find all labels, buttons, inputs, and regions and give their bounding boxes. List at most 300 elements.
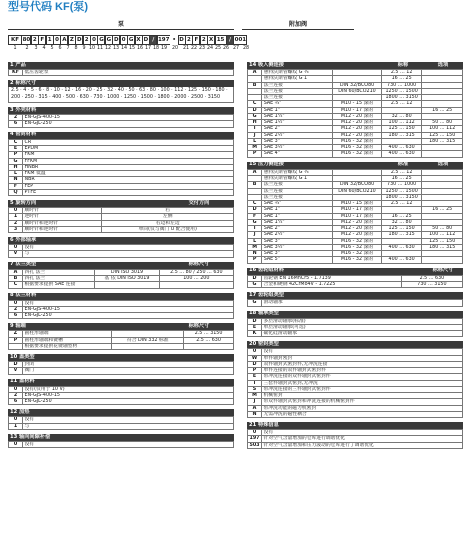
section-header [8, 293, 234, 300]
code-cell: D [112, 35, 120, 45]
section-header [247, 311, 463, 318]
table-cell: L [9, 171, 23, 177]
table-cell: 没有 [23, 441, 234, 447]
section-table [247, 69, 463, 158]
code-cell: 197 [157, 35, 171, 45]
code-position: 2 [25, 46, 29, 51]
table-cell: 没有 [23, 417, 234, 423]
table-row [9, 441, 234, 447]
section-header [8, 132, 234, 139]
table-cell: 6 [9, 399, 23, 405]
code-cell: 0 [90, 35, 98, 45]
table-cell: J [248, 399, 262, 405]
code-cell: D [178, 35, 186, 45]
table-cell: 730 … 1000 [381, 182, 422, 188]
section-s13 [8, 434, 234, 448]
section-header [8, 80, 234, 87]
table-cell: 1800 … 3150 [381, 95, 422, 101]
table-cell: M16 - 32 深的 [333, 244, 382, 250]
section-title: 13 轴向间隙补偿 [10, 433, 51, 440]
table-cell: SAE 3½" [262, 145, 333, 151]
section-col-header: 标称尺寸 [432, 267, 454, 274]
code-position: 5 [50, 46, 54, 51]
code-cell: 1 [46, 35, 54, 45]
table-cell: M10 - 15 深的 [333, 201, 382, 207]
table-cell: 右 [102, 208, 234, 214]
table-cell: 左侧 [102, 214, 234, 220]
table-cell: 16 … 25 [381, 213, 422, 219]
code-cell: F [38, 35, 46, 45]
table-cell: EN-GJS-400-15 [23, 306, 234, 312]
table-cell: DIN ISO 3019 [95, 269, 159, 275]
table-cell: 双件轴封式密封件,无冲洗连接 [262, 361, 463, 367]
code-cell: D [142, 35, 150, 45]
table-cell: 0 [9, 441, 23, 447]
table-cell: SAE 3" [262, 238, 333, 244]
table-cell: P [248, 368, 262, 374]
table-cell: N [248, 411, 262, 417]
table-cell: 符合 DIN 332 标准 [112, 337, 184, 343]
table-cell: 封闭 [23, 362, 234, 368]
table-cell [422, 151, 463, 157]
table-cell: 0 [9, 417, 23, 423]
table-cell: 法兰连接 [262, 88, 333, 94]
table-cell: 1 [9, 214, 23, 220]
table-cell [159, 282, 233, 288]
section-header [8, 237, 234, 244]
table-cell: FFKM [23, 158, 234, 164]
section-table [247, 169, 463, 264]
section-table [8, 300, 234, 320]
table-cell: 0 [248, 430, 262, 436]
section-title: 18 轴承类型 [249, 310, 279, 317]
table-cell: 与 [23, 423, 234, 429]
table-cell: 机械密封 [262, 393, 463, 399]
section-title: 15 压力侧连接 [249, 161, 284, 168]
table-cell: DIN 32/BCO80 [333, 182, 382, 188]
table-row [9, 189, 234, 195]
table-row [248, 244, 463, 250]
table-cell: NBR [23, 177, 234, 183]
table-cell: SAE 2" [262, 226, 333, 232]
section-s10 [8, 354, 234, 375]
code-cell: A [60, 35, 68, 45]
section-col-header: 标称尺寸 [188, 322, 210, 329]
table-cell: 2.5 … 3150 [184, 331, 234, 337]
table-cell: 2.5 … 630 [184, 337, 234, 343]
table-cell: W [248, 355, 262, 361]
code-cells [8, 35, 247, 45]
table-cell: G [248, 219, 262, 225]
table-cell: 碳化硅滑动轴承 [262, 331, 463, 337]
table-cell: 2 [9, 306, 23, 312]
table-cell: 单件轴封密封 [262, 355, 463, 361]
section-title: 4 密封材料 [10, 131, 37, 138]
table-cell: 多层滑动轴承(标准) [262, 318, 463, 324]
table-cell: 400 … 630 [381, 257, 422, 263]
section-table [8, 330, 234, 350]
section-header [8, 434, 234, 441]
code-cell: 2 [83, 35, 91, 45]
section-table [247, 299, 463, 306]
section-header [8, 200, 234, 207]
table-cell: M16 - 32 深的 [333, 145, 382, 151]
table-cell: 125 … 150 [422, 132, 463, 138]
code-position: 4 [42, 46, 46, 51]
table-cell: 2.5 … 12 [381, 169, 422, 175]
table-cell: 没有 [262, 349, 463, 355]
table-cell: SAE ¾" [262, 101, 333, 107]
table-cell [95, 282, 159, 288]
table-cell: 0 [9, 208, 23, 214]
table-cell: 单层滑动轴承(可选) [262, 324, 463, 330]
table-cell: SAE 5" [262, 257, 333, 263]
table-cell: 基 依 DIN ISO 3019 [95, 275, 159, 281]
table-cell: M12 - 20 深的 [333, 126, 382, 132]
table-cell: 100 … 200 [159, 275, 233, 281]
table-row [9, 121, 234, 127]
section-table [247, 318, 463, 338]
section-title: 14 吸入侧连接 [249, 61, 284, 68]
code-cell: / [149, 35, 157, 45]
table-cell: 16 … 25 [381, 76, 422, 82]
section-col-header: 交付方向 [188, 199, 210, 206]
table-cell: Z [9, 331, 23, 337]
table-row [248, 411, 463, 417]
section-title: 16 齿轮组材料 [249, 267, 284, 274]
code-cell: / [226, 35, 234, 45]
section-s18 [247, 311, 463, 338]
code-position: 7 [66, 46, 70, 51]
table-cell: HNBR [23, 164, 234, 170]
section-col-header: 选项 [437, 161, 449, 168]
section-table [8, 441, 234, 448]
table-cell: 没有 [262, 430, 463, 436]
table-row [9, 399, 234, 405]
table-cell: FEP [23, 183, 234, 189]
table-cell: G [248, 113, 262, 119]
section-s12 [8, 409, 234, 430]
table-cell: DIN 60/BCO210 [333, 188, 382, 194]
section-s14 [247, 62, 463, 158]
section-text: 2.5 · 4 · 5 · 6 · 8 · 10 · 12 · 16 · 20 · 25 · 32 · 40 · 50 · 63 · 80 · 100 · 112 · 125 · 150 · 180 · 200 · 250 · 315 · 400 · 500 · 630 · 730 · 1000 · 1250 · 1500 · 1800 · 2000 · 2500 · 3150 [8, 87, 234, 103]
section-title: 9 轴端 [10, 322, 26, 329]
table-cell: 没有 [23, 245, 234, 251]
table-cell: 2 [9, 392, 23, 398]
table-row [9, 251, 234, 257]
table-cell: 2.5 … 12 [381, 101, 422, 107]
table-row [9, 226, 234, 232]
table-cell: 1250 … 1500 [381, 88, 422, 94]
table-cell: D [248, 275, 262, 281]
section-s20 [247, 341, 463, 418]
table-cell: S [248, 386, 262, 392]
code-position: 12 [104, 46, 112, 51]
section-table [8, 139, 234, 196]
section-table [247, 275, 463, 289]
table-cell: A [248, 70, 262, 76]
table-cell: A [9, 269, 23, 275]
table-cell: 三套件轴封式密封,无冲洗 [262, 380, 463, 386]
section-table [8, 416, 234, 430]
code-position: 11 [96, 46, 104, 51]
section-title: 8 法兰材料 [10, 292, 37, 299]
table-cell: SAE 2½" [262, 232, 333, 238]
table-cell: 法兰连接 [262, 188, 333, 194]
table-cell: E [248, 324, 262, 330]
table-cell: 180 … 315 [381, 132, 422, 138]
table-cell: PTFE [23, 189, 234, 195]
table-cell: M [248, 145, 262, 151]
table-cell: 1800 … 3150 [381, 194, 422, 200]
table-cell: 带冲洗功能的磁力机密封 [262, 405, 463, 411]
code-cell: F [192, 35, 200, 45]
table-cell: 带双件轴封式密封和冲洗连接的机械密封件 [262, 399, 463, 405]
table-cell: 50 … 80 [422, 120, 463, 126]
table-cell [9, 343, 23, 349]
table-cell: M10 - 15 深的 [333, 101, 382, 107]
table-cell: SAE ¾" [262, 201, 333, 207]
section-header [247, 162, 463, 169]
code-positions [8, 46, 250, 53]
table-cell: H [248, 120, 262, 126]
code-position: 17 [144, 46, 152, 51]
table-cell: FKM 低温 [23, 171, 234, 177]
table-cell: M12 - 20 深的 [333, 226, 382, 232]
table-cell: H [9, 164, 23, 170]
table-cell: 0 [9, 386, 23, 392]
section-s1 [8, 62, 234, 76]
table-cell: 125 … 150 [381, 226, 422, 232]
table-cell [112, 343, 184, 349]
section-title: 17 齿轮组类型 [249, 291, 284, 298]
table-cell: A [248, 405, 262, 411]
code-cell: 2 [185, 35, 193, 45]
code-position: 9 [82, 46, 86, 51]
table-cell: 单向(仅与阀门 U 配合使用) [102, 226, 234, 232]
table-cell: 100 … 112 [422, 126, 463, 132]
code-position: 1 [13, 46, 17, 51]
table-cell: P [248, 257, 262, 263]
section-col-header: 选项 [437, 61, 449, 68]
table-cell: SAE 1" [262, 207, 333, 213]
code-position: 14 [120, 46, 128, 51]
table-cell: SAE 2½" [262, 132, 333, 138]
section-s6 [8, 237, 234, 258]
table-cell: 125 … 150 [422, 238, 463, 244]
table-cell: 3 [9, 226, 23, 232]
section-col-header: 标称尺寸 [188, 261, 210, 268]
table-cell: D [9, 362, 23, 368]
code-position: 26 [222, 46, 230, 51]
table-cell: F [9, 183, 23, 189]
table-cell: D [248, 361, 262, 367]
code-cell: 2 [200, 35, 208, 45]
section-s9 [8, 323, 234, 350]
table-cell: 没有(仅用于 10 V) [23, 386, 234, 392]
section-header [8, 379, 234, 386]
table-cell: M16 - 32 深的 [333, 251, 382, 257]
table-cell: G [9, 158, 23, 164]
section-col-header: 标称 [397, 61, 409, 68]
section-title: 7 法兰类型 [10, 261, 37, 268]
table-cell: 400 … 630 [381, 244, 422, 250]
table-cell: 圆柱形轴端和键槽 [23, 337, 112, 343]
table-cell: 50 … 80 [422, 226, 463, 232]
table-cell: 503 [249, 442, 260, 448]
table-cell: 法兰连接 [262, 182, 333, 188]
code-position: 3 [34, 46, 38, 51]
code-cell: D [75, 35, 83, 45]
table-cell: DIN 60/BCO210 [333, 88, 382, 94]
table-cell: D [248, 207, 262, 213]
table-cell: C [9, 139, 23, 145]
section-header [8, 409, 234, 416]
table-cell: N [9, 177, 23, 183]
code-cell: G [127, 35, 135, 45]
table-row [9, 368, 234, 374]
table-row [9, 282, 234, 288]
section-table [8, 69, 234, 76]
section-table [247, 348, 463, 418]
table-cell: G [248, 281, 262, 287]
table-cell: 单件连接的双件轴封式密封件 [262, 368, 463, 374]
table-cell: P [9, 152, 23, 158]
section-s17 [247, 292, 463, 306]
table-cell: SAE 2" [262, 126, 333, 132]
table-cell: 16 … 25 [422, 207, 463, 213]
table-cell: 32 … 80 [381, 219, 422, 225]
table-cell: 根据要求提供花键轴型材 [23, 343, 112, 349]
table-cell: SAE 3" [262, 138, 333, 144]
table-cell: P [248, 151, 262, 157]
table-cell: SAE 3½" [262, 244, 333, 250]
table-cell: M [248, 244, 262, 250]
code-position: 8 [74, 46, 78, 51]
section-header [247, 268, 463, 275]
table-cell: 法兰连接 [262, 194, 333, 200]
code-position: 21 [182, 46, 190, 51]
table-cell: M12 - 20 深的 [333, 120, 382, 126]
table-cell: EN-GJL-250 [23, 313, 234, 319]
table-row [248, 300, 463, 306]
code-cell: KF [8, 35, 22, 45]
table-cell: 带冲洗连接的双件轴封式密封件 [262, 374, 463, 380]
table-cell: 180 … 315 [422, 138, 463, 144]
table-cell: SAE 3" [262, 251, 333, 257]
table-cell: SAE 1¼" [262, 219, 333, 225]
section-header [247, 292, 463, 299]
section-table [8, 114, 234, 128]
code-position: 13 [112, 46, 120, 51]
table-cell: 1250 … 1500 [381, 188, 422, 194]
table-row [9, 423, 234, 429]
table-cell: J [248, 232, 262, 238]
table-row [9, 343, 234, 349]
group-attach-label: 附加阀 [242, 22, 354, 30]
table-cell: Q [9, 189, 23, 195]
table-cell: 32 … 80 [381, 113, 422, 119]
table-cell: 顺时针和逆时针 [23, 226, 102, 232]
section-title: 1 产品 [10, 61, 26, 68]
section-header [247, 341, 463, 348]
table-cell: M16 - 32 深的 [333, 138, 382, 144]
table-cell: M12 - 20 深的 [333, 232, 382, 238]
table-cell: D [248, 107, 262, 113]
table-cell: E [248, 374, 262, 380]
table-cell: 针对空气含量增加的仓库进行调谐优化 [262, 436, 463, 442]
section-title: 5 旋转方向 [10, 199, 37, 206]
table-cell: SAE 1" [262, 107, 333, 113]
table-cell: 无需冲洗的磁性耦合 [262, 411, 463, 417]
table-cell: 100 … 112 [422, 232, 463, 238]
table-cell: M16 - 32 深的 [333, 238, 382, 244]
section-header [8, 262, 234, 269]
table-row [9, 313, 234, 319]
table-cell: I [248, 226, 262, 232]
table-cell: 197 [249, 436, 260, 442]
code-position: 25 [214, 46, 222, 51]
table-cell: 2 [9, 220, 23, 226]
code-position: 6 [58, 46, 62, 51]
table-cell: F [248, 213, 262, 219]
section-title: 11 盖材料 [10, 378, 35, 385]
table-cell: EN-GJL-250 [23, 121, 234, 127]
code-cell: 0 [120, 35, 128, 45]
table-cell: 16 … 25 [422, 107, 463, 113]
table-cell: 125 … 150 [381, 126, 422, 132]
table-row [9, 275, 234, 281]
table-cell: N [248, 251, 262, 257]
table-cell: 顺时针和逆时针 [23, 220, 102, 226]
table-cell: 法兰连接 [262, 82, 333, 88]
table-cell: 400 … 630 [381, 145, 422, 151]
table-cell: C [248, 201, 262, 207]
section-header [8, 107, 234, 114]
table-cell: DIN 32/BCO80 [333, 82, 382, 88]
table-cell: 2 [9, 115, 23, 121]
code-cell: X [135, 35, 143, 45]
section-s2 [8, 80, 234, 103]
table-cell: 四孔 法兰 [23, 269, 95, 275]
table-cell: 6 [9, 121, 23, 127]
section-s8 [8, 293, 234, 320]
table-cell: 针对空气含量增加和压力波动的仓库进行了调谐优化 [262, 442, 463, 448]
section-s16 [247, 268, 463, 289]
table-row [248, 138, 463, 144]
table-row [9, 70, 234, 76]
table-cell: G [248, 300, 262, 306]
table-cell: 0 [9, 300, 23, 306]
code-cell: X [207, 35, 215, 45]
table-row [248, 151, 463, 157]
section-table [8, 361, 234, 375]
table-cell: M16 - 32 深的 [333, 257, 382, 263]
table-cell: M16 - 32 深的 [333, 151, 382, 157]
table-row [248, 232, 463, 238]
table-cell: L [248, 238, 262, 244]
section-table [247, 429, 463, 449]
section-header [247, 62, 463, 69]
section-title: 20 密封类型 [249, 340, 279, 347]
table-row [248, 257, 463, 263]
code-cell: G [97, 35, 105, 45]
table-row [248, 238, 463, 244]
table-cell: B [248, 82, 262, 88]
table-cell: V [9, 251, 23, 257]
code-position: 22 [190, 46, 198, 51]
table-cell: K [248, 331, 262, 337]
